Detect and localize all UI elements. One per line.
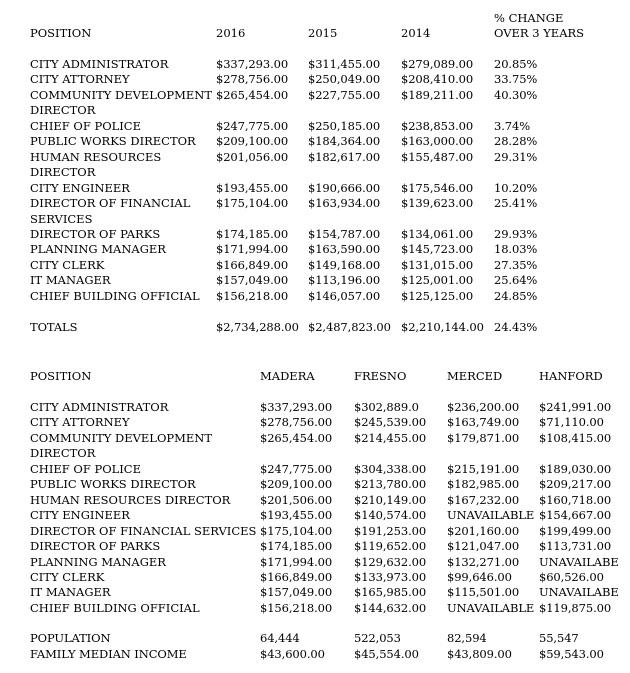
table-cell: $129,632.00 — [354, 555, 427, 569]
row-position-label: SERVICES — [30, 212, 93, 226]
table-cell: $167,232.00 — [447, 493, 520, 507]
table-cell: $157,049.00 — [260, 585, 333, 599]
row-position-label: PLANNING MANAGER — [30, 555, 166, 569]
row-position-label: DIRECTOR OF PARKS — [30, 227, 161, 241]
row-position-label: CITY ATTORNEY — [30, 72, 130, 86]
totals-cell: $2,487,823.00 — [308, 320, 391, 334]
table-cell: $108,415.00 — [539, 431, 612, 445]
table-cell: $166,849.00 — [216, 258, 289, 272]
table-cell: $193,455.00 — [260, 508, 333, 522]
column-header-2015: 2015 — [308, 26, 338, 40]
table-cell: $182,617.00 — [308, 150, 381, 164]
table-cell: $247,775.00 — [216, 119, 289, 133]
table-cell: $165,985.00 — [354, 585, 427, 599]
row-position-label: CITY ENGINEER — [30, 181, 130, 195]
table-cell: $139,623.00 — [401, 196, 474, 210]
table-cell: $145,723.00 — [401, 242, 474, 256]
population-cell: 55,547 — [539, 631, 579, 645]
income-cell: $59,543.00 — [539, 647, 604, 661]
table-cell: $189,030.00 — [539, 462, 612, 476]
row-position-label: IT MANAGER — [30, 585, 111, 599]
row-position-label: DIRECTOR — [30, 103, 96, 117]
table-cell: $213,780.00 — [354, 477, 427, 491]
totals-cell: $2,734,288.00 — [216, 320, 299, 334]
income-label: FAMILY MEDIAN INCOME — [30, 647, 187, 661]
row-position-label: CITY ENGINEER — [30, 508, 130, 522]
table-cell: $119,875.00 — [539, 601, 612, 615]
table-cell: $175,104.00 — [260, 524, 333, 538]
column-header-pct-change: % CHANGE — [494, 11, 564, 25]
table-cell: $182,985.00 — [447, 477, 520, 491]
row-position-label: CHIEF BUILDING OFFICIAL — [30, 289, 200, 303]
table-cell: $125,125.00 — [401, 289, 474, 303]
table-cell: $193,455.00 — [216, 181, 289, 195]
table-cell: $99,646.00 — [447, 570, 512, 584]
table-cell: $199,499.00 — [539, 524, 612, 538]
row-position-label: CHIEF OF POLICE — [30, 462, 142, 476]
population-cell: 82,594 — [447, 631, 487, 645]
table-cell: $209,100.00 — [216, 134, 289, 148]
table-cell: $121,047.00 — [447, 539, 520, 553]
table-cell: 18.03% — [494, 242, 538, 256]
table-cell: 25.64% — [494, 273, 538, 287]
row-position-label: DIRECTOR — [30, 446, 96, 460]
column-header-position: POSITION — [30, 26, 92, 40]
table-cell: $210,149.00 — [354, 493, 427, 507]
table-cell: $227,755.00 — [308, 88, 381, 102]
table-cell: $175,104.00 — [216, 196, 289, 210]
table-cell: $125,001.00 — [401, 273, 474, 287]
row-position-label: DIRECTOR OF FINANCIAL SERVICES — [30, 524, 257, 538]
table-cell: $154,667.00 — [539, 508, 612, 522]
table-cell: $304,338.00 — [354, 462, 427, 476]
table-cell: $113,731.00 — [539, 539, 612, 553]
table-cell: $214,455.00 — [354, 431, 427, 445]
table-cell: $154,787.00 — [308, 227, 381, 241]
table-cell: $60,526.00 — [539, 570, 604, 584]
row-position-label: HUMAN RESOURCES DIRECTOR — [30, 493, 231, 507]
table-cell: $265,454.00 — [216, 88, 289, 102]
table-cell: $191,253.00 — [354, 524, 427, 538]
income-cell: $43,809.00 — [447, 647, 512, 661]
table-cell: $302,889.0 — [354, 400, 419, 414]
row-position-label: HUMAN RESOURCES — [30, 150, 162, 164]
row-position-label: CITY CLERK — [30, 570, 105, 584]
table-cell: $184,364.00 — [308, 134, 381, 148]
table-cell: $201,160.00 — [447, 524, 520, 538]
table-cell: $337,293.00 — [260, 400, 333, 414]
table-cell: $209,217.00 — [539, 477, 612, 491]
table-cell: $337,293.00 — [216, 57, 289, 71]
table-cell: $149,168.00 — [308, 258, 381, 272]
income-cell: $43,600.00 — [260, 647, 325, 661]
population-label: POPULATION — [30, 631, 111, 645]
column-header-hanford: HANFORD — [539, 369, 603, 383]
table-cell: $215,191.00 — [447, 462, 520, 476]
table-cell: $179,871.00 — [447, 431, 520, 445]
table-cell: 25.41% — [494, 196, 538, 210]
totals-cell: $2,210,144.00 — [401, 320, 484, 334]
table-cell: $174,185.00 — [260, 539, 333, 553]
row-position-label: CITY ATTORNEY — [30, 415, 130, 429]
table-cell: 20.85% — [494, 57, 538, 71]
table-cell: $163,590.00 — [308, 242, 381, 256]
table-cell: $208,410.00 — [401, 72, 474, 86]
row-position-label: PLANNING MANAGER — [30, 242, 166, 256]
row-position-label: DIRECTOR OF PARKS — [30, 539, 161, 553]
table-cell: 29.93% — [494, 227, 538, 241]
table-cell: 3.74% — [494, 119, 531, 133]
row-position-label: IT MANAGER — [30, 273, 111, 287]
table-cell: $119,652.00 — [354, 539, 427, 553]
table-cell: $157,049.00 — [216, 273, 289, 287]
table-cell: $247,775.00 — [260, 462, 333, 476]
table-cell: $156,218.00 — [216, 289, 289, 303]
table-cell: $131,015.00 — [401, 258, 474, 272]
table-cell: $146,057.00 — [308, 289, 381, 303]
row-position-label: CITY ADMINISTRATOR — [30, 400, 169, 414]
row-position-label: CITY ADMINISTRATOR — [30, 57, 169, 71]
table-cell: $163,749.00 — [447, 415, 520, 429]
table-cell: $134,061.00 — [401, 227, 474, 241]
population-cell: 522,053 — [354, 631, 401, 645]
row-position-label: COMMUNITY DEVELOPMENT — [30, 431, 213, 445]
row-position-label: CITY CLERK — [30, 258, 105, 272]
population-cell: 64,444 — [260, 631, 300, 645]
table-cell: 27.35% — [494, 258, 538, 272]
row-position-label: CHIEF OF POLICE — [30, 119, 142, 133]
table-cell: $160,718.00 — [539, 493, 612, 507]
row-position-label: COMMUNITY DEVELOPMENT — [30, 88, 213, 102]
table-cell: $236,200.00 — [447, 400, 520, 414]
row-position-label: DIRECTOR OF FINANCIAL — [30, 196, 191, 210]
table-cell: $174,185.00 — [216, 227, 289, 241]
table-cell: $163,934.00 — [308, 196, 381, 210]
table-cell: UNAVAILABE — [539, 585, 619, 599]
table-cell: $278,756.00 — [260, 415, 333, 429]
column-header-fresno: FRESNO — [354, 369, 407, 383]
table-cell: $71,110.00 — [539, 415, 604, 429]
row-position-label: DIRECTOR — [30, 165, 96, 179]
table-cell: 33.75% — [494, 72, 538, 86]
table-cell: $278,756.00 — [216, 72, 289, 86]
column-header-position: POSITION — [30, 369, 92, 383]
table-cell: UNAVAILABE — [539, 555, 619, 569]
column-header-2014: 2014 — [401, 26, 431, 40]
table-cell: 24.85% — [494, 289, 538, 303]
column-header-madera: MADERA — [260, 369, 315, 383]
table-cell: 10.20% — [494, 181, 538, 195]
table-cell: $201,056.00 — [216, 150, 289, 164]
table-cell: $175,546.00 — [401, 181, 474, 195]
table-cell: $209,100.00 — [260, 477, 333, 491]
table-cell: $155,487.00 — [401, 150, 474, 164]
column-header-over-3-years: OVER 3 YEARS — [494, 26, 585, 40]
table-cell: $245,539.00 — [354, 415, 427, 429]
table-cell: $144,632.00 — [354, 601, 427, 615]
table-cell: $238,853.00 — [401, 119, 474, 133]
table-cell: $163,000.00 — [401, 134, 474, 148]
table-cell: 40.30% — [494, 88, 538, 102]
table-cell: $190,666.00 — [308, 181, 381, 195]
table-cell: $156,218.00 — [260, 601, 333, 615]
table-cell: 28.28% — [494, 134, 538, 148]
table-cell: $279,089.00 — [401, 57, 474, 71]
row-position-label: PUBLIC WORKS DIRECTOR — [30, 134, 196, 148]
table-cell: $201,506.00 — [260, 493, 333, 507]
table-cell: $241,991.00 — [539, 400, 612, 414]
table-cell: $133,973.00 — [354, 570, 427, 584]
table-cell: $140,574.00 — [354, 508, 427, 522]
totals-cell: 24.43% — [494, 320, 538, 334]
table-cell: $311,455.00 — [308, 57, 381, 71]
table-cell: $265,454.00 — [260, 431, 333, 445]
row-position-label: CHIEF BUILDING OFFICIAL — [30, 601, 200, 615]
table-cell: $250,049.00 — [308, 72, 381, 86]
table-cell: $189,211.00 — [401, 88, 474, 102]
income-cell: $45,554.00 — [354, 647, 419, 661]
table-cell: $171,994.00 — [216, 242, 289, 256]
table-cell: $250,185.00 — [308, 119, 381, 133]
column-header-2016: 2016 — [216, 26, 246, 40]
table-cell: $166,849.00 — [260, 570, 333, 584]
table-cell: $132,271.00 — [447, 555, 520, 569]
table-cell: UNAVAILABLE — [447, 508, 535, 522]
table-cell: $113,196.00 — [308, 273, 381, 287]
table-cell: UNAVAILABLE — [447, 601, 535, 615]
table-cell: $171,994.00 — [260, 555, 333, 569]
table-cell: $115,501.00 — [447, 585, 520, 599]
totals-label: TOTALS — [30, 320, 78, 334]
column-header-merced: MERCED — [447, 369, 503, 383]
row-position-label: PUBLIC WORKS DIRECTOR — [30, 477, 196, 491]
table-cell: 29.31% — [494, 150, 538, 164]
